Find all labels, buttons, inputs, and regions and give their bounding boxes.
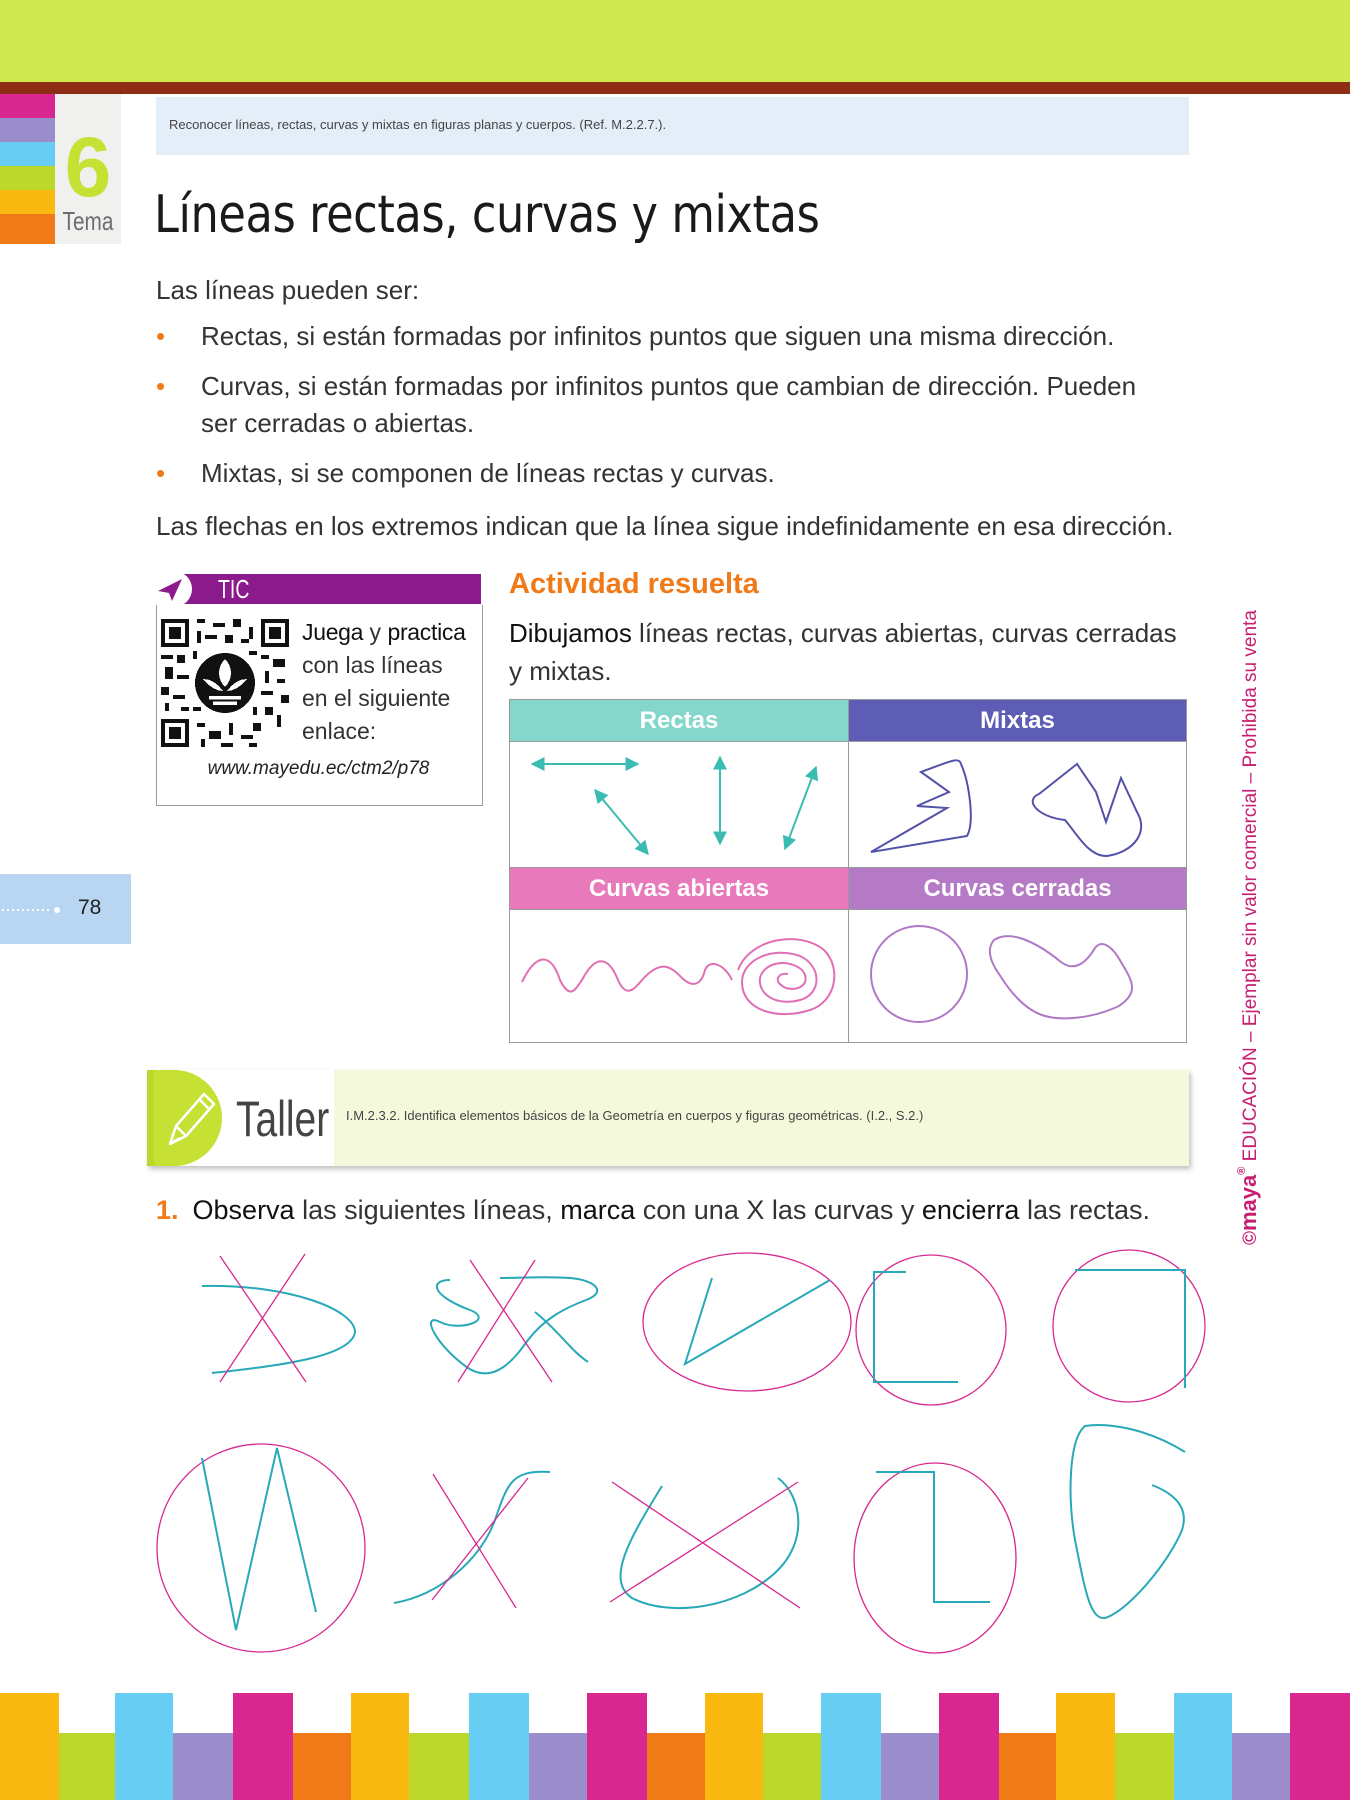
tic-practica: practica [387,619,466,645]
open-curve [522,960,732,992]
curvas-abiertas-drawing [510,910,848,1042]
mixed-line [871,760,971,852]
taller-criterion-box [334,1070,1189,1166]
tic-line-2: con las líneas [302,652,443,678]
footer-block [529,1733,587,1800]
figure-curve-marked[interactable] [431,1260,597,1382]
bullet-marker: • [156,458,166,488]
page-number-tab [0,874,131,944]
closed-curve [990,936,1132,1018]
side-copyright-text [1236,610,1262,1245]
footer-block [1115,1733,1174,1800]
taller-green-edge [147,1070,154,1166]
figure-straight-circled[interactable] [643,1253,851,1391]
activity-title: Actividad resuelta [509,568,759,600]
exercise-figures [140,1240,1230,1660]
footer-block [939,1693,999,1800]
tic-line-3: en el siguiente [302,685,451,711]
footer-block [763,1733,821,1800]
brand-logo-text: maya [1236,1174,1261,1231]
tic-icon-holder [150,571,192,607]
footer-block [587,1693,647,1800]
figure-straight-circled[interactable] [1053,1250,1205,1402]
bullet-item [156,368,1196,442]
bullet-item [156,455,1196,492]
tic-text [302,616,477,748]
footer-block [1232,1733,1290,1800]
grid-divider [510,867,1186,868]
intro-text: Las líneas pueden ser: [156,275,420,305]
bullet-text: Rectas, si están formadas por infinitos puntos que siguen una misma dirección. [201,321,1115,351]
figure-curve-marked[interactable] [610,1478,800,1608]
spiral-curve [738,939,834,1014]
footer-block [293,1733,351,1800]
footer-block [351,1693,409,1800]
cell-header-curvas-cerradas: Curvas cerradas [849,868,1186,909]
bullet-item [156,318,1196,355]
tic-y: y [363,619,388,645]
footer-block [469,1693,529,1800]
color-tab-lavender [0,118,55,142]
tic-line-4: enlace: [302,718,377,744]
top-color-band [0,0,1350,82]
figure-straight-circled[interactable] [854,1463,1016,1653]
question-text: las siguientes líneas, [294,1195,561,1225]
bullet-text: ser cerradas o abiertas. [201,408,475,438]
skill-text: Reconocer líneas, rectas, curvas y mixtas en figuras planas y cuerpos. (Ref. M.2.2.7.). [169,117,667,132]
bullet-text: Mixtas, si se componen de líneas rectas y curvas. [201,458,775,488]
arrows-note: Las flechas en los extremos indican que la línea sigue indefinidamente en esa dirección. [156,511,1174,541]
side-text-rest: EDUCACIÓN – Ejemplar sin valor comercial – Prohibida su venta [1240,610,1261,1167]
bullet-list [156,318,1196,492]
footer-block [1056,1693,1115,1800]
footer-block [821,1693,881,1800]
footer-block [881,1733,939,1800]
footer-block [1290,1693,1350,1800]
question-verb-observa: Observa [192,1195,295,1225]
page-title: Líneas rectas, curvas y mixtas [154,185,820,245]
footer-block [705,1693,763,1800]
copyright-symbol: © [1240,1231,1261,1245]
tic-label: TIC [218,574,250,604]
taller-label: Taller [236,1091,330,1147]
bullet-marker: • [156,371,166,401]
paper-plane-icon [150,571,192,607]
qr-code[interactable] [161,619,289,747]
activity-text [509,614,1189,690]
footer-block [59,1733,115,1800]
figure-curve-marked[interactable] [394,1472,550,1608]
footer-block [233,1693,293,1800]
pencil-icon [154,1070,222,1166]
figure-curve-marked[interactable] [1071,1425,1185,1618]
closed-circle [871,926,967,1022]
registered-mark: ® [1236,1166,1248,1175]
bullet-text-block [201,368,1136,442]
cell-header-rectas: Rectas [510,700,848,741]
figure-curve-marked[interactable] [202,1254,355,1382]
color-tab-green [0,166,55,190]
tic-line-1 [302,616,477,649]
activity-text-line2: y mixtas. [509,656,612,686]
footer-block [999,1733,1056,1800]
bullet-marker: • [156,321,166,351]
curvas-cerradas-drawing [849,910,1186,1042]
cell-header-curvas-abiertas: Curvas abiertas [510,868,848,909]
figure-straight-circled[interactable] [157,1444,365,1652]
mixed-line [1033,764,1141,856]
tema-badge [55,94,121,244]
cell-header-mixtas: Mixtas [849,700,1186,741]
footer-block [115,1693,173,1800]
page-number: 78 [78,896,102,919]
rectas-drawing [510,742,848,867]
figure-straight-circled[interactable] [856,1255,1006,1405]
question-verb-encierra: encierra [921,1195,1020,1225]
tic-url-link[interactable]: www.mayedu.ec/ctm2/p78 [207,758,430,779]
question-number: 1. [156,1195,179,1225]
question-verb-marca: marca [560,1195,636,1225]
footer-block [409,1733,469,1800]
straight-line [595,790,648,854]
activity-verb: Dibujamos [509,618,632,648]
taller-criterion: I.M.2.3.2. Identifica elementos básicos de la Geometría en cuerpos y figuras geométricas. (I.2., S.2.) [346,1108,924,1123]
footer-block [0,1693,59,1800]
tic-juega: Juega [302,619,364,645]
footer-block [173,1733,233,1800]
question-1 [156,1195,1150,1226]
color-tab-cyan [0,142,55,166]
activity-grid [509,699,1187,1043]
straight-line [785,767,816,849]
activity-text-rest: líneas rectas, curvas abiertas, curvas cerradas [631,618,1177,648]
dotted-leader [0,907,64,913]
tema-word: Tema [62,206,114,236]
color-tab-yellow [0,190,55,214]
skill-bar [156,97,1189,155]
mixtas-drawing [849,742,1186,867]
footer-color-blocks [0,1693,1350,1800]
color-tab-orange [0,214,55,244]
tema-number: 6 [64,120,112,214]
top-stripe [0,82,1350,94]
bullet-text: Curvas, si están formadas por infinitos puntos que cambian de dirección. Pueden [201,371,1137,401]
question-text: con una X las curvas y [635,1195,922,1225]
color-tab-magenta [0,94,55,118]
taller-icon-holder [154,1070,222,1166]
tic-header [152,574,481,604]
question-text: las rectas. [1019,1195,1150,1225]
footer-block [1174,1693,1232,1800]
footer-block [647,1733,705,1800]
